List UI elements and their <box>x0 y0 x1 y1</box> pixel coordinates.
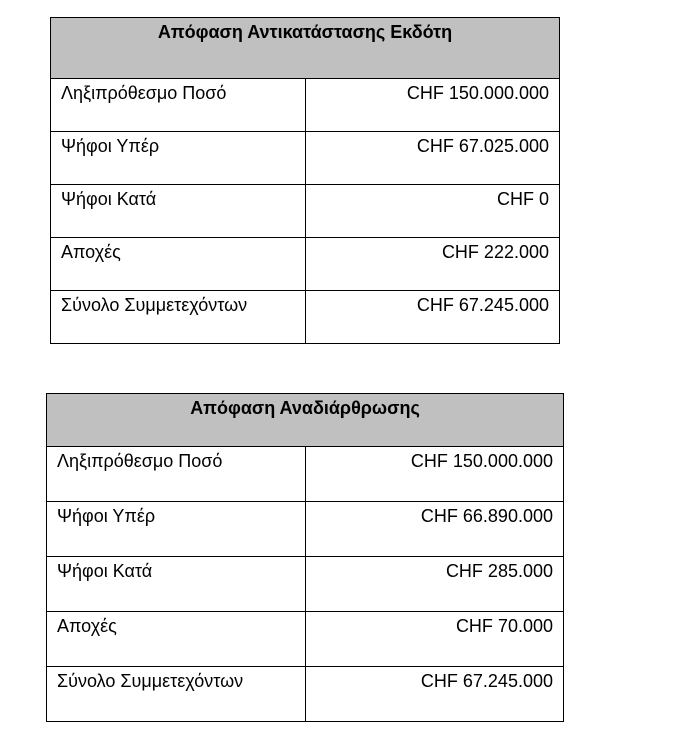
table-row <box>47 557 564 612</box>
table-row <box>47 667 564 722</box>
table-row <box>51 185 560 238</box>
table-row <box>51 132 560 185</box>
row-label: Σύνολο Συμμετεχόντων <box>47 667 306 722</box>
row-label: Ληξιπρόθεσμο Ποσό <box>51 79 306 132</box>
table-title: Απόφαση Αναδιάρθρωσης <box>47 394 564 447</box>
row-label: Ληξιπρόθεσμο Ποσό <box>47 447 306 502</box>
row-value: CHF 222.000 <box>306 238 560 291</box>
row-label: Ψήφοι Κατά <box>51 185 306 238</box>
table-row <box>51 238 560 291</box>
table-row <box>47 502 564 557</box>
table-header-row <box>47 394 564 447</box>
table-row <box>51 79 560 132</box>
table-row <box>51 291 560 344</box>
row-value: CHF 150.000.000 <box>306 447 564 502</box>
row-label: Ψήφοι Υπέρ <box>47 502 306 557</box>
row-label: Σύνολο Συμμετεχόντων <box>51 291 306 344</box>
row-value: CHF 67.245.000 <box>306 667 564 722</box>
row-value: CHF 150.000.000 <box>306 79 560 132</box>
row-label: Αποχές <box>51 238 306 291</box>
row-value: CHF 67.245.000 <box>306 291 560 344</box>
row-value: CHF 285.000 <box>306 557 564 612</box>
row-value: CHF 66.890.000 <box>306 502 564 557</box>
table-row <box>47 447 564 502</box>
issuer-substitution-table <box>50 17 560 344</box>
row-value: CHF 70.000 <box>306 612 564 667</box>
table-row <box>47 612 564 667</box>
row-label: Ψήφοι Κατά <box>47 557 306 612</box>
row-label: Ψήφοι Υπέρ <box>51 132 306 185</box>
row-value: CHF 0 <box>306 185 560 238</box>
row-value: CHF 67.025.000 <box>306 132 560 185</box>
restructuring-table <box>46 393 564 722</box>
table-header-row <box>51 18 560 79</box>
table-title: Απόφαση Αντικατάστασης Εκδότη <box>51 18 560 79</box>
row-label: Αποχές <box>47 612 306 667</box>
